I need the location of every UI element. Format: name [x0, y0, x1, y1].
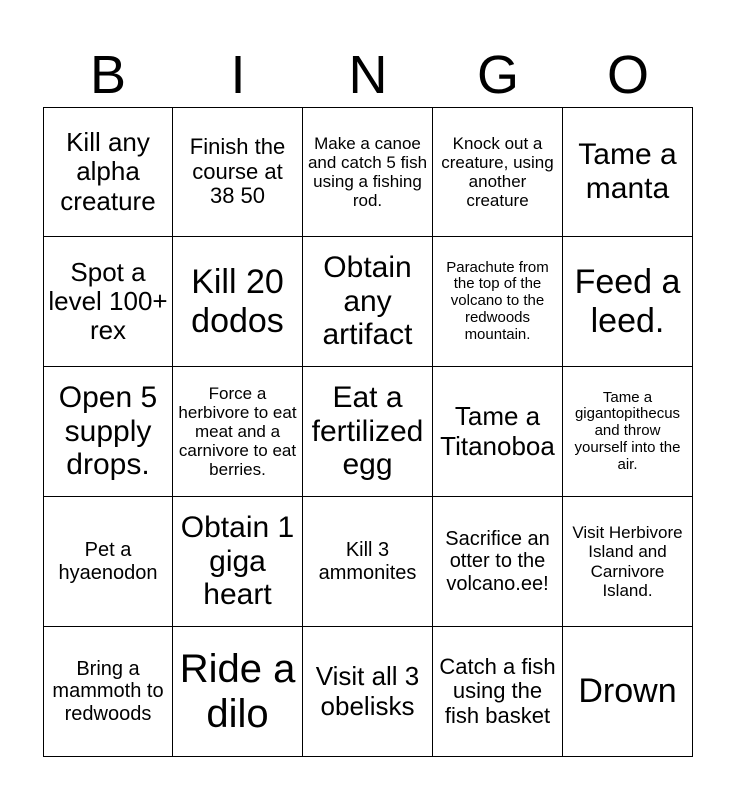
bingo-cell-text: Kill any alpha creature: [60, 127, 156, 216]
bingo-cell-r2c2[interactable]: [173, 237, 303, 367]
bingo-cell-r1c2[interactable]: [173, 107, 303, 237]
bingo-cell-text: Catch a fish using the fish basket: [439, 653, 556, 728]
header-letter-i: I: [230, 45, 246, 105]
bingo-cell-r4c1[interactable]: [43, 497, 173, 627]
bingo-cell-r4c5[interactable]: [563, 497, 693, 627]
bingo-cell-r4c3[interactable]: [303, 497, 433, 627]
bingo-cell-r3c3[interactable]: [303, 367, 433, 497]
bingo-cell-text: Open 5 supply drops.: [58, 381, 158, 482]
bingo-cell-r3c2[interactable]: [173, 367, 303, 497]
bingo-cell-r5c5[interactable]: [563, 627, 693, 757]
header-letter-b: B: [89, 45, 127, 105]
bingo-cell-text: Pet a hyaenodon: [58, 539, 158, 584]
bingo-header: [43, 42, 693, 108]
bingo-cell-r1c5[interactable]: [563, 107, 693, 237]
bingo-cell-text: Feed a leed.: [574, 263, 681, 340]
bingo-cell-r5c3[interactable]: [303, 627, 433, 757]
bingo-cell-text: Kill 3 ammonites: [318, 539, 417, 584]
header-letter-o: O: [606, 45, 649, 105]
bingo-cell-r3c4[interactable]: [433, 367, 563, 497]
bingo-cell-text: Finish the course at 38 50: [189, 134, 286, 209]
bingo-cell-r1c1[interactable]: [43, 107, 173, 237]
bingo-cell-text: Tame a gigantopithecus and throw yourself into the air.: [574, 388, 681, 473]
header-letter-n: N: [348, 45, 388, 105]
bingo-cell-r3c1[interactable]: [43, 367, 173, 497]
bingo-cell-r5c2[interactable]: [173, 627, 303, 757]
bingo-cell-text: Force a herbivore to eat meat and a carnivore to eat berries.: [178, 383, 297, 480]
bingo-cell-text: Parachute from the top of the volcano to the redwoods mountain.: [446, 258, 549, 343]
bingo-cell-text: Sacrifice an otter to the volcano.ee!: [445, 527, 550, 595]
bingo-cell-r3c5[interactable]: [563, 367, 693, 497]
bingo-cell-r2c3[interactable]: [303, 237, 433, 367]
bingo-cell-text: Drown: [578, 672, 677, 711]
bingo-cell-r2c4[interactable]: [433, 237, 563, 367]
bingo-cell-text: Obtain 1 giga heart: [180, 511, 295, 612]
bingo-cell-text: Kill 20 dodos: [191, 263, 284, 340]
bingo-cell-text: Tame a manta: [578, 138, 677, 205]
bingo-cell-text: Spot a level 100+ rex: [48, 256, 168, 346]
bingo-cell-r5c1[interactable]: [43, 627, 173, 757]
bingo-cell-r1c4[interactable]: [433, 107, 563, 237]
bingo-cell-text: Tame a Titanoboa: [440, 401, 555, 461]
bingo-card-grid: [43, 107, 693, 757]
header-letter-g: G: [476, 45, 519, 105]
bingo-cell-r2c1[interactable]: [43, 237, 173, 367]
bingo-cell-text: Knock out a creature, using another creature: [441, 133, 554, 211]
bingo-cell-text: Make a canoe and catch 5 fish using a fishing rod.: [307, 133, 428, 211]
bingo-cell-text: Visit Herbivore Island and Carnivore Island.: [572, 523, 683, 600]
bingo-cell-r4c4[interactable]: [433, 497, 563, 627]
bingo-cell-text: Bring a mammoth to redwoods: [52, 657, 164, 725]
bingo-cell-r4c2[interactable]: [173, 497, 303, 627]
bingo-cell-r1c3[interactable]: [303, 107, 433, 237]
bingo-cell-text: Obtain any artifact: [322, 251, 413, 352]
bingo-cell-text: Ride a dilo: [179, 646, 296, 736]
bingo-cell-text: Eat a fertilized egg: [311, 381, 424, 482]
bingo-cell-r5c4[interactable]: [433, 627, 563, 757]
bingo-cell-r2c5[interactable]: [563, 237, 693, 367]
bingo-cell-text: Visit all 3 obelisks: [315, 661, 420, 721]
